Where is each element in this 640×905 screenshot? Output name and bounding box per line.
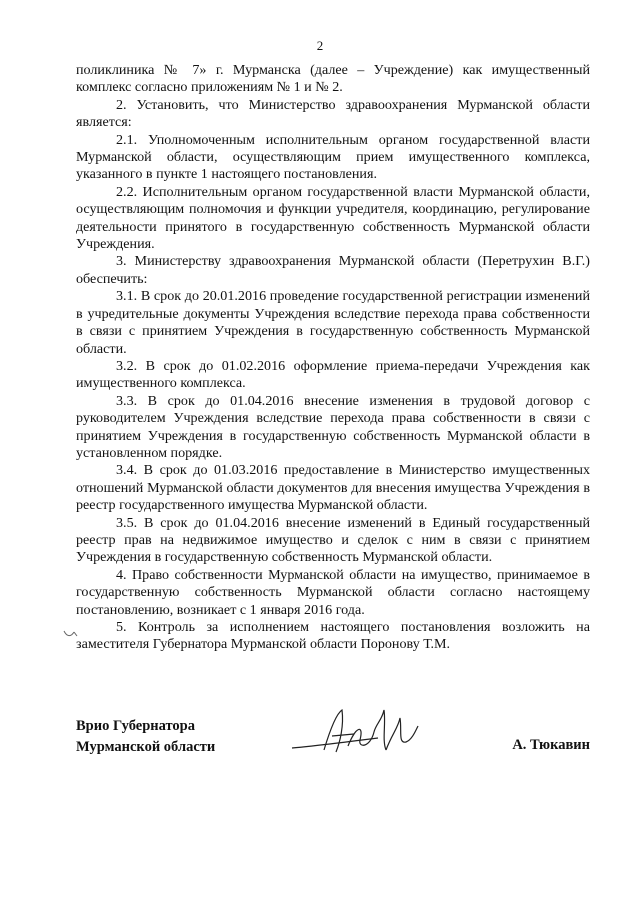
signer-title-line: Врио Губернатора <box>76 718 195 734</box>
signature-block <box>76 712 590 772</box>
paragraph: 3.4. В срок до 01.03.2016 предоставление в Министерство имущественных отношений Мурманской области документов для внесения имущества Учреждения в реестр государственного имущества Мурманской области. <box>76 462 590 514</box>
paragraph: 3.2. В срок до 01.02.2016 оформление приема-передачи Учреждения как имущественного комплекса. <box>76 357 590 392</box>
paragraph: 3.3. В срок до 01.04.2016 внесение изменения в трудовой договор с руководителем Учреждения вследствие перехода права собственности в связи с принятием Учреждения в государственную собственность Мурманской области в установленном порядке. <box>76 392 590 461</box>
signer-name: А. Тюкавин <box>512 737 590 753</box>
margin-mark <box>62 628 82 640</box>
signer-title <box>76 716 215 758</box>
paragraph: 3. Министерству здравоохранения Мурманской области (Перетрухин В.Г.) обеспечить: <box>76 253 590 287</box>
page-number: 2 <box>316 38 324 53</box>
paragraph: 2. Установить, что Министерство здравоохранения Мурманской области является: <box>76 96 590 131</box>
paragraph: поликлиника № 7» г. Мурманска (далее – Учреждение) как имущественный комплекс согласно приложениям № 1 и № 2. <box>76 62 590 96</box>
document-body <box>76 62 590 654</box>
paragraph: 3.1. В срок до 20.01.2016 проведение государственной регистрации изменений в учредительные документы Учреждения вследствие перехода права собственности в связи с принятием Учреждения в государственную собственность Мурманской области. <box>76 288 590 357</box>
paragraph: 5. Контроль за исполнением настоящего постановления возложить на заместителя Губернатора Мурманской области Поронову Т.М. <box>76 619 590 653</box>
paragraph: 2.2. Исполнительным органом государственной власти Мурманской области, осуществляющим полномочия и функции учредителя, координацию, регулирование деятельности принятого в государственную собственность Мурманской области Учреждения. <box>76 183 590 253</box>
handwritten-signature <box>286 706 436 766</box>
paragraph: 4. Право собственности Мурманской области на имущество, принимаемое в государственную собственность Мурманской области согласно настоящему постановлению, возникает с 1 января 2016 года. <box>76 566 590 618</box>
paragraph: 3.5. В срок до 01.04.2016 внесение изменений в Единый государственный реестр прав на недвижимое имущество и сделок с ним в связи с принятием Учреждения в государственную собственность Мурманской области. <box>76 514 590 566</box>
paragraph: 2.1. Уполномоченным исполнительным органом государственной власти Мурманской области, осуществляющим прием имущественного комплекса, указанного в пункте 1 настоящего постановления. <box>76 131 590 183</box>
signer-title-line: Мурманской области <box>76 739 216 755</box>
